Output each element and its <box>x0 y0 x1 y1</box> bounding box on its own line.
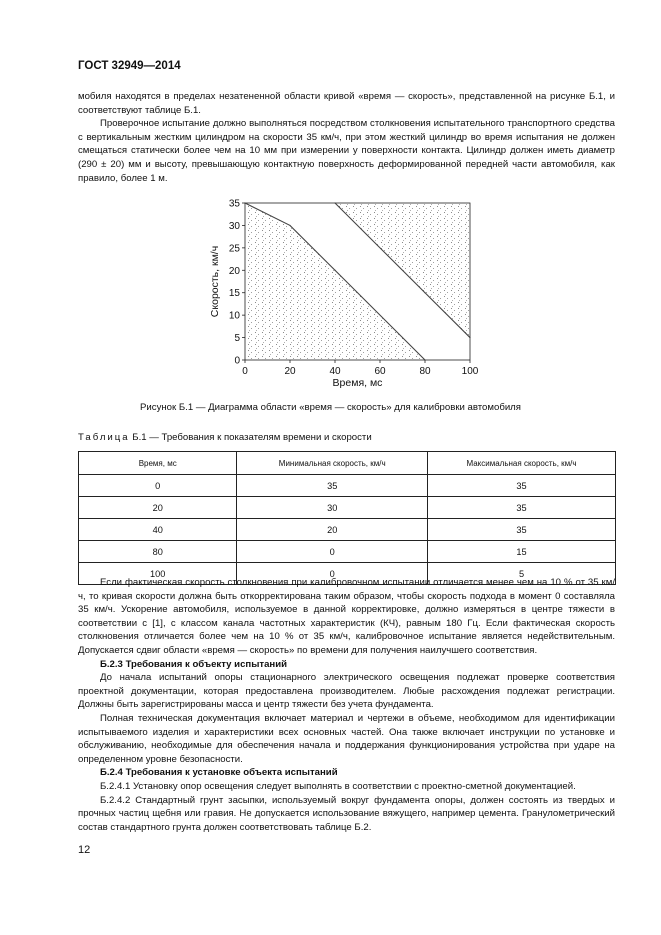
install-paragraph-2: Б.2.4.2 Стандартный грунт засыпки, используемый вокруг фундамента опоры, должен состоять из твердых и прочных частиц щебня или гравия. Не допускается использование вяжущего, например цемента. Гранулометрический состав стандартного грунта должен соответствовать таблице Б.2. <box>78 794 615 833</box>
table-cell: 35 <box>428 497 616 519</box>
x-axis-label: Время, мс <box>332 377 383 389</box>
header-min-speed: Минимальная скорость, км/ч <box>237 452 428 475</box>
header-time: Время, мс <box>79 452 237 475</box>
table-row <box>79 497 616 519</box>
section-heading-b24: Б.2.4 Требования к установке объекта испытаний <box>100 767 338 779</box>
table-cell: 80 <box>79 541 237 563</box>
chart-svg <box>205 193 479 393</box>
y-tick-label: 35 <box>228 198 240 210</box>
y-tick-label: 10 <box>228 310 240 322</box>
intro-paragraph-1: мобиля находятся в пределах незатененной области кривой «время — скорость», представленной на рисунке Б.1, и соответствуют таблице Б.1. <box>78 91 615 116</box>
document-header: ГОСТ 32949—2014 <box>78 60 181 72</box>
object-paragraph-2: Полная техническая документация включает материал и чертежи в объеме, необходимом для идентификации испытываемого изделия и характеристики всех основных частей. Она также включает инструкции по установке и обслуживанию, необходимые для обеспечения начала и поддержания функционирования устройства при ударе на определенном уровне безопасности. <box>78 712 615 765</box>
y-tick-label: 25 <box>228 243 240 255</box>
max-speed-point <box>334 202 335 203</box>
figure-caption: Рисунок Б.1 — Диаграмма области «время — скорость» для калибровки автомобиля <box>140 402 521 413</box>
table-cell: 35 <box>428 519 616 541</box>
intro-paragraph-2: Проверочное испытание должно выполняться посредством столкновения испытательного транспортного средства с вертикальным жестким цилиндром на скорости 35 км/ч, при этом жесткий цилиндр во время испытания не должен смещаться статически более чем на 10 мм при измерении у поверхности контакта. Цилиндр должен иметь диаметр (290 ± 20) мм и высоту, превышающую контактную поверхность деформированной передней части автомобиля, как правило, более 1 м. <box>78 118 615 184</box>
min-speed-point <box>289 225 290 226</box>
max-speed-point <box>424 292 425 293</box>
table-cell: 100 <box>79 563 237 585</box>
object-paragraph-1: До начала испытаний опоры стационарного электрического освещения подлежат проверке соответствия проектной документации, которая предоставлена производителем. Любые расхождения подлежат регистрации. Должны быть зарегистрированы масса и центр тяжести без учета фундамента. <box>78 672 615 711</box>
table-title-text: Б.1 — Требования к показателям времени и скорости <box>132 432 372 443</box>
table-cell: 35 <box>237 475 428 497</box>
y-tick-label: 0 <box>234 355 240 367</box>
intro-text <box>78 90 615 185</box>
table-cell: 5 <box>428 563 616 585</box>
x-tick-label: 20 <box>284 366 296 377</box>
x-tick-label: 0 <box>242 366 248 377</box>
table-cell: 35 <box>428 475 616 497</box>
table-cell: 15 <box>428 541 616 563</box>
calibration-paragraph: Если фактическая скорость столкновения при калибровочном испытании отличается менее чем на 10 % от 35 км/ч, то кривая скорости должна быть откорректирована таким образом, чтобы скорость подхода в момент 0 составляла 35 км/ч. Ускорение автомобиля, используемое в данной корректировке, должно измеряться в центре тяжести в соответствии с [1], с классом канала частотных характеристик (КЧ), равным 180 Гц. Если фактическая скорость столкновения отличается более чем на 10 % от 35 км/ч, калибровочное испытание является недействительным. Допускается сдвиг области «время — скорость» по времени для получения наилучшего соответствия. <box>78 577 615 656</box>
table-row <box>79 519 616 541</box>
page-number: 12 <box>78 844 91 856</box>
y-axis-label: Скорость, км/ч <box>209 245 221 318</box>
table-cell: 0 <box>79 475 237 497</box>
body-text <box>78 576 615 834</box>
y-tick-label: 30 <box>228 220 240 232</box>
table-header-row <box>79 452 616 475</box>
table-cell: 40 <box>79 519 237 541</box>
install-paragraph-1: Б.2.4.1 Установку опор освещения следует выполнять в соответствии с проектно-сметной документацией. <box>100 780 576 792</box>
header-max-speed: Максимальная скорость, км/ч <box>428 452 616 475</box>
table-cell: 20 <box>79 497 237 519</box>
table-cell: 30 <box>237 497 428 519</box>
section-heading-b23: Б.2.3 Требования к объекту испытаний <box>100 658 288 670</box>
table-label: Таблица <box>78 432 130 443</box>
table-cell: 20 <box>237 519 428 541</box>
y-tick-label: 15 <box>228 288 240 300</box>
table-row <box>79 475 616 497</box>
table-title <box>78 432 372 443</box>
table-row <box>79 541 616 563</box>
y-tick-label: 20 <box>228 265 240 277</box>
x-tick-label: 40 <box>329 366 341 377</box>
x-tick-label: 80 <box>419 366 431 377</box>
x-tick-label: 100 <box>461 366 479 377</box>
max-speed-point <box>469 337 470 338</box>
y-tick-label: 5 <box>234 333 240 345</box>
min-speed-point <box>334 270 335 271</box>
table-cell: 0 <box>237 563 428 585</box>
table-cell: 0 <box>237 541 428 563</box>
x-tick-label: 60 <box>374 366 386 377</box>
requirements-table <box>78 451 616 585</box>
time-speed-chart <box>205 193 479 393</box>
